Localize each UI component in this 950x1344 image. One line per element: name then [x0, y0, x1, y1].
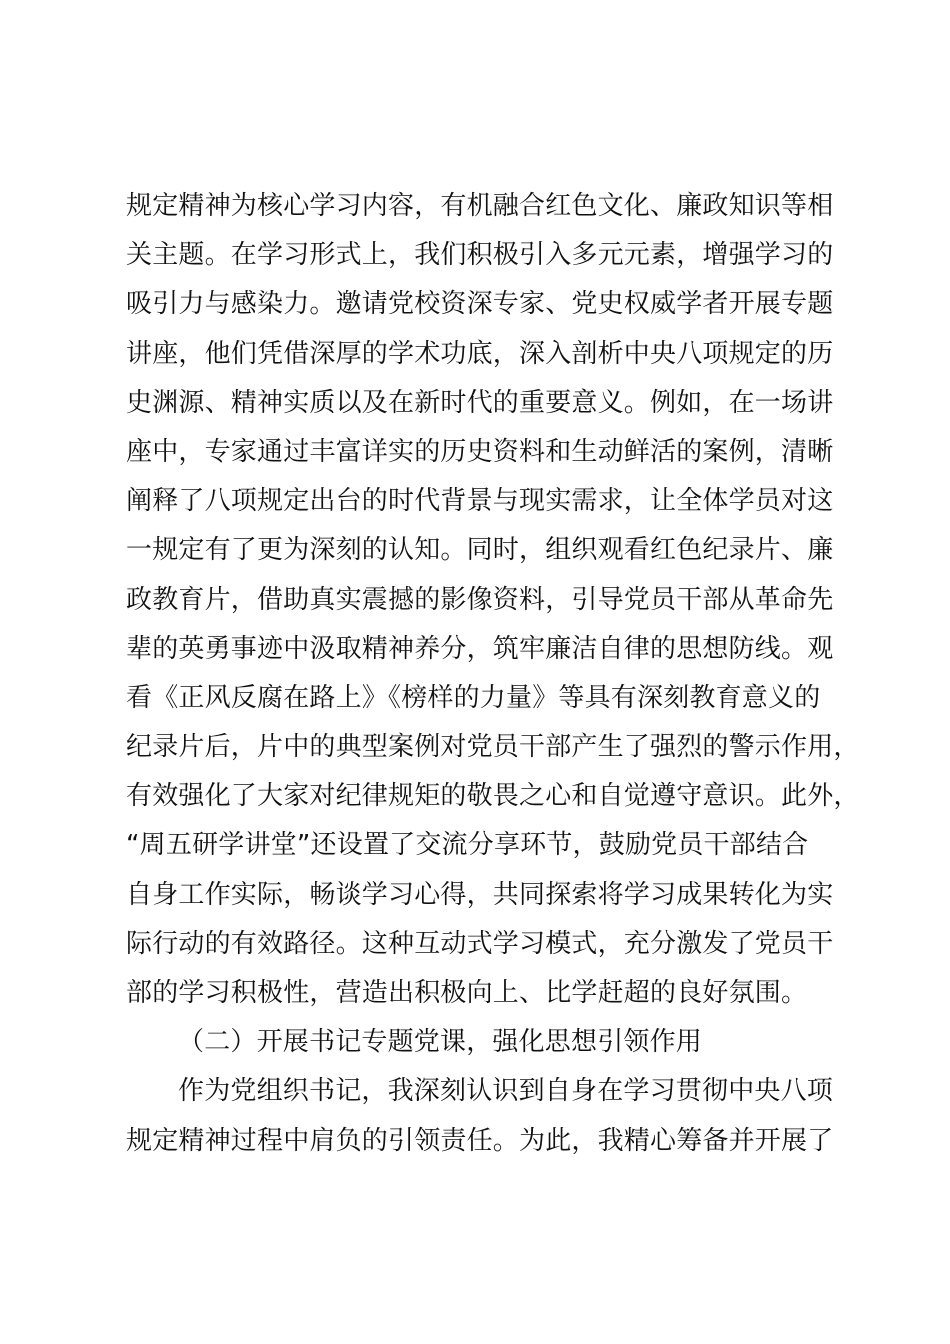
- text-line: 部的学习积极性，营造出积极向上、比学赶超的良好氛围。: [126, 978, 808, 1008]
- text-line: 作为党组织书记，我深刻认识到自身在学习贯彻中央八项: [178, 1076, 834, 1107]
- text-line: 辈的英勇事迹中汲取精神养分，筑牢廉洁自律的思想防线。观: [126, 633, 834, 664]
- text-line: 看《正风反腐在路上》《榜样的力量》等具有深刻教育意义的: [126, 682, 821, 713]
- text-line: 规定精神为核心学习内容，有机融合红色文化、廉政知识等相: [126, 191, 834, 221]
- text-line: 有效强化了大家对纪律规矩的敬畏之心和自觉遵守意识。此外，: [126, 781, 860, 812]
- text-line: 座中，专家通过丰富详实的历史资料和生动鲜活的案例，清晰: [126, 436, 834, 467]
- text-line: 政教育片，借助真实震撼的影像资料，引导党员干部从革命先: [126, 584, 834, 615]
- text-line: 吸引力与感染力。邀请党校资深专家、党史权威学者开展专题: [126, 289, 834, 320]
- text-line: 讲座，他们凭借深厚的学术功底，深入剖析中央八项规定的历: [126, 338, 834, 369]
- text-line: 自身工作实际，畅谈学习心得，共同探索将学习成果转化为实: [126, 879, 834, 910]
- text-line: “周五研学讲堂”还设置了交流分享环节，鼓励党员干部结合: [126, 830, 809, 861]
- text-line: 关主题。在学习形式上，我们积极引入多元元素，增强学习的: [126, 240, 834, 271]
- text-line: 规定精神过程中肩负的引领责任。为此，我精心筹备并开展了: [126, 1125, 834, 1156]
- text-line: 纪录片后，片中的典型案例对党员干部产生了强烈的警示作用，: [126, 732, 860, 763]
- text-line: 史渊源、精神实质以及在新时代的重要意义。例如，在一场讲: [126, 387, 834, 418]
- text-line: 阐释了八项规定出台的时代背景与现实需求，让全体学员对这: [126, 486, 834, 517]
- text-line: 一规定有了更为深刻的认知。同时，组织观看红色纪录片、廉: [126, 535, 834, 566]
- section-heading: （二）开展书记专题党课，强化思想引领作用: [178, 1027, 703, 1058]
- body-text: [126, 182, 860, 1166]
- text-line: 际行动的有效路径。这种互动式学习模式，充分激发了党员干: [126, 928, 834, 959]
